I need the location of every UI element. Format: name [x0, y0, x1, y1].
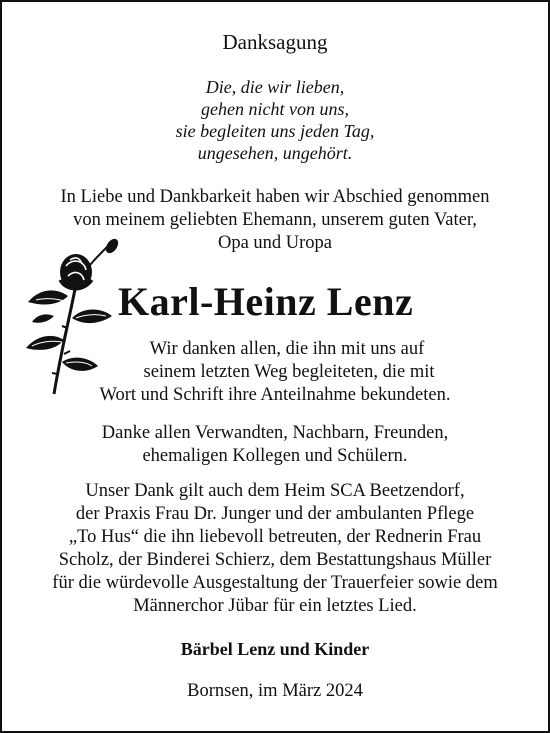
notice-heading: Danksagung — [222, 30, 328, 54]
thanks-2-line-1: Danke allen Verwandten, Nachbarn, Freunden, — [101, 423, 449, 443]
thanks-3-line-3: „To Hus“ die ihn liebevoll betreuten, der Rednerin Frau — [68, 527, 482, 547]
thanks-2-line-2: ehemaligen Kollegen und Schülern. — [142, 446, 408, 466]
poem-line-4: ungesehen, ungehört. — [197, 143, 353, 163]
thanks-1-line-1: Wir danken allen, die ihn mit uns auf — [149, 339, 425, 359]
thanks-3-line-2: der Praxis Frau Dr. Junger und der ambulanten Pflege — [75, 504, 475, 524]
thanks-3-line-4: Scholz, der Binderei Schierz, dem Bestattungshaus Müller — [58, 550, 492, 570]
intro-line-3: Opa und Uropa — [217, 233, 333, 253]
thanks-1-line-2: seinem letzten Weg begleiteten, die mit — [143, 362, 435, 382]
thanks-3-line-1: Unser Dank gilt auch dem Heim SCA Beetzendorf, — [85, 481, 465, 501]
thanks-3-line-6: Männerchor Jübar für ein letztes Lied. — [133, 596, 417, 616]
intro-line-2: von meinem geliebten Ehemann, unserem guten Vater, — [73, 210, 477, 230]
signature: Bärbel Lenz und Kinder — [180, 639, 370, 659]
thanks-1-line-3: Wort und Schrift ihre Anteilnahme bekundeten. — [99, 385, 451, 405]
thanks-3-line-5: für die würdevolle Ausgestaltung der Trauerfeier sowie dem — [52, 573, 498, 593]
poem-line-2: gehen nicht von uns, — [201, 99, 349, 119]
deceased-name: Karl-Heinz Lenz — [118, 279, 414, 324]
intro-line-1: In Liebe und Dankbarkeit haben wir Abschied genommen — [60, 187, 490, 207]
poem-line-3: sie begleiten uns jeden Tag, — [175, 121, 375, 141]
place-date: Bornsen, im März 2024 — [187, 681, 363, 701]
poem-line-1: Die, die wir lieben, — [205, 77, 345, 97]
